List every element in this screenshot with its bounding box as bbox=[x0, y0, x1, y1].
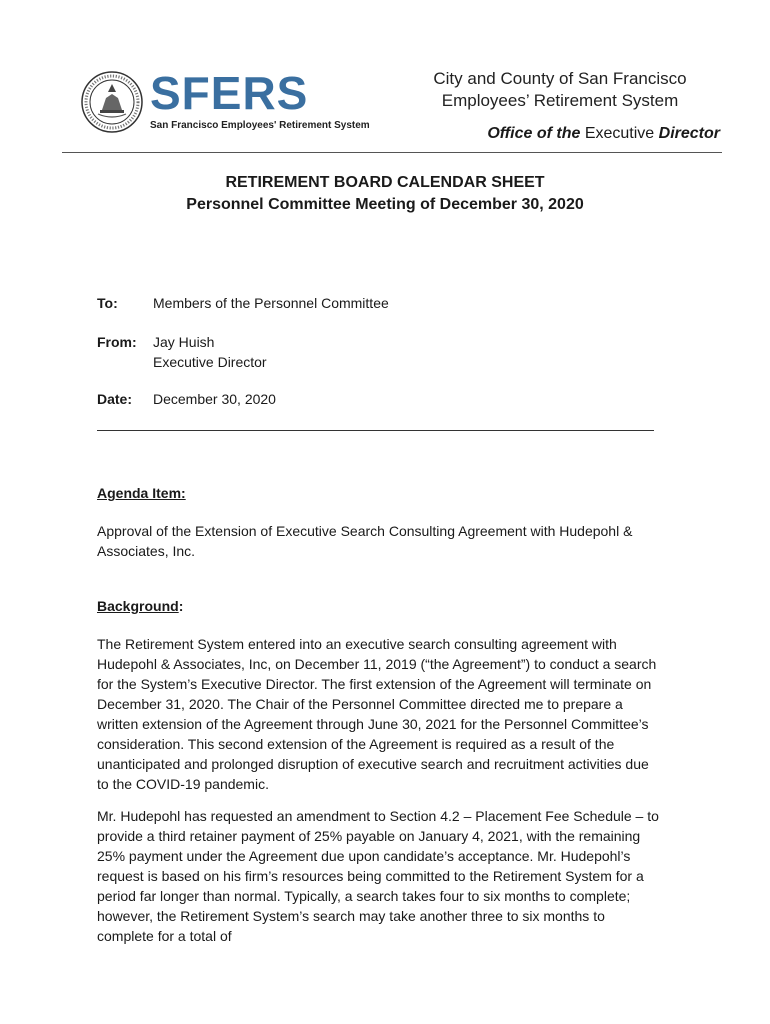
document-title bbox=[0, 172, 770, 216]
date-value: December 30, 2020 bbox=[153, 391, 276, 407]
agenda-text: Approval of the Extension of Executive Search Consulting Agreement with Hudepohl & Associates, Inc. bbox=[97, 523, 633, 559]
organization-name bbox=[400, 68, 720, 112]
background-paragraph-1: The Retirement System entered into an executive search consulting agreement with Hudepohl & Associates, Inc, on December 11, 2019 (“the Agreement”) to conduct a search for the System’s Executive Director. The first extension of the Agreement will terminate on December 31, 2020. The Chair of the Personnel Committee directed me to prepare a written extension of the Agreement through June 30, 2021 for the Personnel Committee’s consideration. This second extension of the Agreement is required as a result of the unanticipated and prolonged disruption of executive search and recruitment activities due to the COVID-19 pandemic. bbox=[97, 636, 657, 792]
sfers-logo-subtitle: San Francisco Employees' Retirement System bbox=[150, 120, 370, 131]
background-heading bbox=[97, 598, 183, 614]
header-divider bbox=[62, 152, 722, 153]
from-name: Jay Huish bbox=[153, 334, 215, 350]
org-line-2: Employees’ Retirement System bbox=[441, 91, 679, 110]
office-prefix: Office of the bbox=[487, 125, 581, 142]
office-director: Director bbox=[658, 125, 720, 142]
memo-separator bbox=[97, 430, 654, 431]
from-title: Executive Director bbox=[153, 354, 267, 370]
agenda-heading: Agenda Item: bbox=[97, 485, 186, 501]
office-line bbox=[400, 124, 720, 144]
background-heading-colon: : bbox=[178, 598, 184, 614]
background-paragraph-2: Mr. Hudepohl has requested an amendment to Section 4.2 – Placement Fee Schedule – to provide a third retainer payment of 25% payable on January 4, 2021, with the remaining 25% payment under the Agreement due upon candidate’s acceptance. Mr. Hudepohl’s request is based on his firm’s resources being committed to the Retirement System for a period far longer than normal. Typically, a search takes four to six months to complete; however, the Retirement System’s search may take another three to six months to complete for a total of bbox=[97, 808, 659, 944]
sfers-logo-wordmark: SFERS bbox=[150, 67, 309, 119]
office-executive: Executive bbox=[584, 125, 655, 142]
from-label: From: bbox=[97, 334, 137, 350]
date-label: Date: bbox=[97, 391, 133, 407]
to-label: To: bbox=[97, 295, 118, 311]
org-line-1: City and County of San Francisco bbox=[433, 69, 687, 88]
title-line-2: Personnel Committee Meeting of December 30, 2020 bbox=[186, 196, 584, 213]
from-value bbox=[153, 332, 267, 372]
title-line-1: RETIREMENT BOARD CALENDAR SHEET bbox=[225, 174, 545, 191]
to-value: Members of the Personnel Committee bbox=[153, 295, 389, 311]
city-seal-icon bbox=[80, 70, 144, 134]
background-heading-text: Background bbox=[97, 598, 179, 614]
